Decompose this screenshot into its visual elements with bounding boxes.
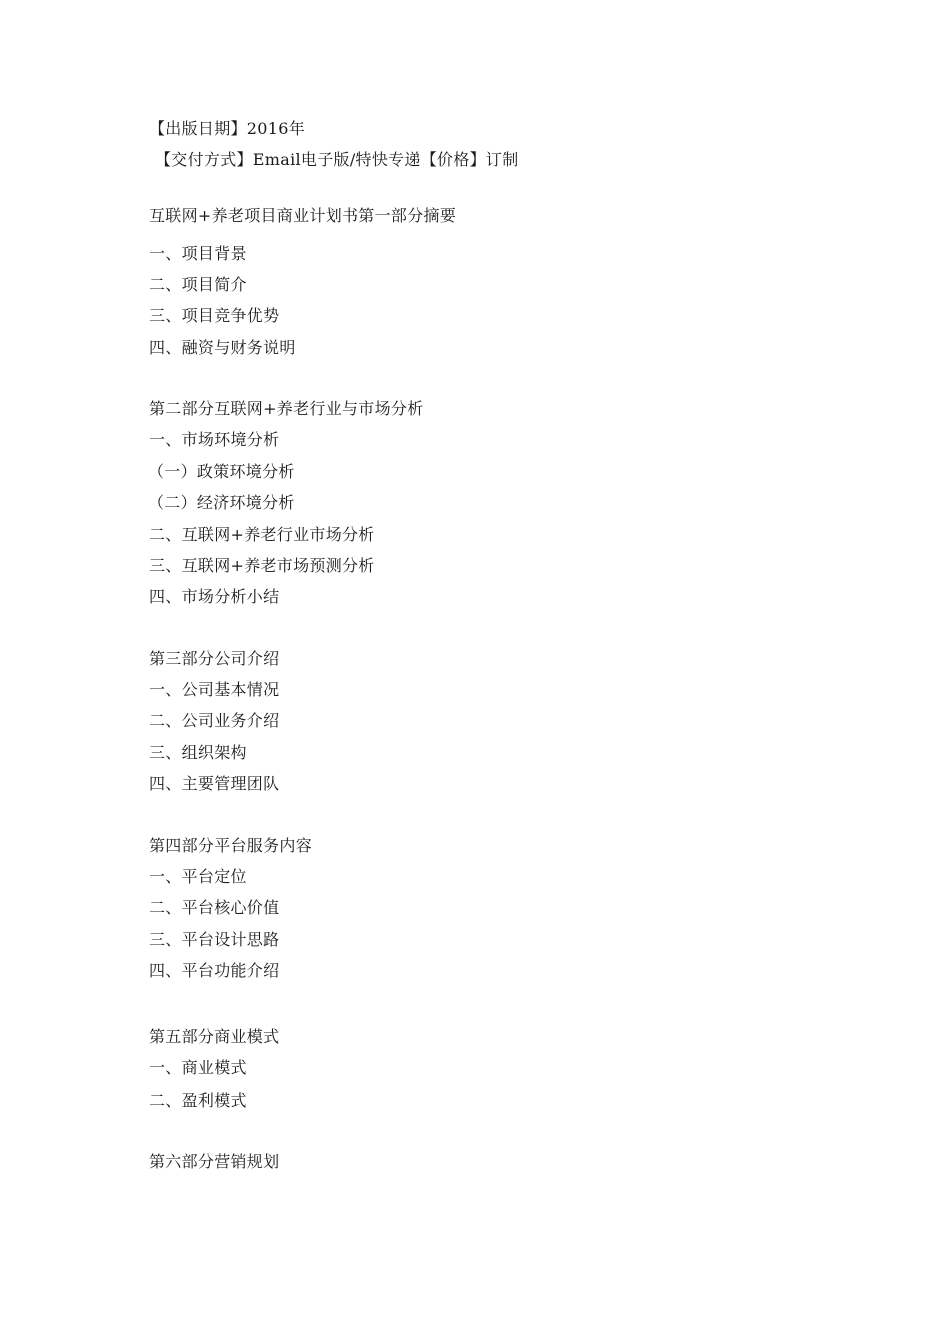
part5-item: 一、商业模式: [149, 1058, 247, 1077]
part5-heading: 第五部分商业模式: [149, 1027, 280, 1046]
part1-item: 一、项目背景: [149, 244, 247, 263]
part3-item: 一、公司基本情况: [149, 680, 280, 699]
part2-item: 四、市场分析小结: [149, 587, 280, 606]
publish-date: 【出版日期】2016年: [149, 119, 306, 138]
part3-item: 三、组织架构: [149, 743, 247, 762]
part3-heading: 第三部分公司介绍: [149, 649, 280, 668]
part2-heading: 第二部分互联网+养老行业与市场分析: [149, 399, 424, 418]
part2-item: （二）经济环境分析: [148, 493, 295, 512]
part2-item: 三、互联网+养老市场预测分析: [149, 556, 375, 575]
part4-item: 一、平台定位: [149, 867, 247, 886]
part2-item: 二、互联网+养老行业市场分析: [149, 525, 375, 544]
part3-item: 二、公司业务介绍: [149, 711, 280, 730]
part4-item: 三、平台设计思路: [149, 930, 280, 949]
part4-item: 二、平台核心价值: [149, 898, 280, 917]
delivery-price: 【交付方式】Email电子版/特快专递【价格】订制: [155, 150, 519, 169]
part2-item: （一）政策环境分析: [148, 462, 295, 481]
part1-heading: 互联网+养老项目商业计划书第一部分摘要: [149, 206, 457, 225]
part2-item: 一、市场环境分析: [149, 430, 280, 449]
part1-item: 四、融资与财务说明: [149, 338, 296, 357]
part5-item: 二、盈利模式: [149, 1091, 247, 1110]
part6-heading: 第六部分营销规划: [149, 1152, 280, 1171]
part4-heading: 第四部分平台服务内容: [149, 836, 313, 855]
part1-item: 二、项目简介: [149, 275, 247, 294]
part3-item: 四、主要管理团队: [149, 774, 280, 793]
part4-item: 四、平台功能介绍: [149, 961, 280, 980]
part1-item: 三、项目竞争优势: [149, 306, 280, 325]
